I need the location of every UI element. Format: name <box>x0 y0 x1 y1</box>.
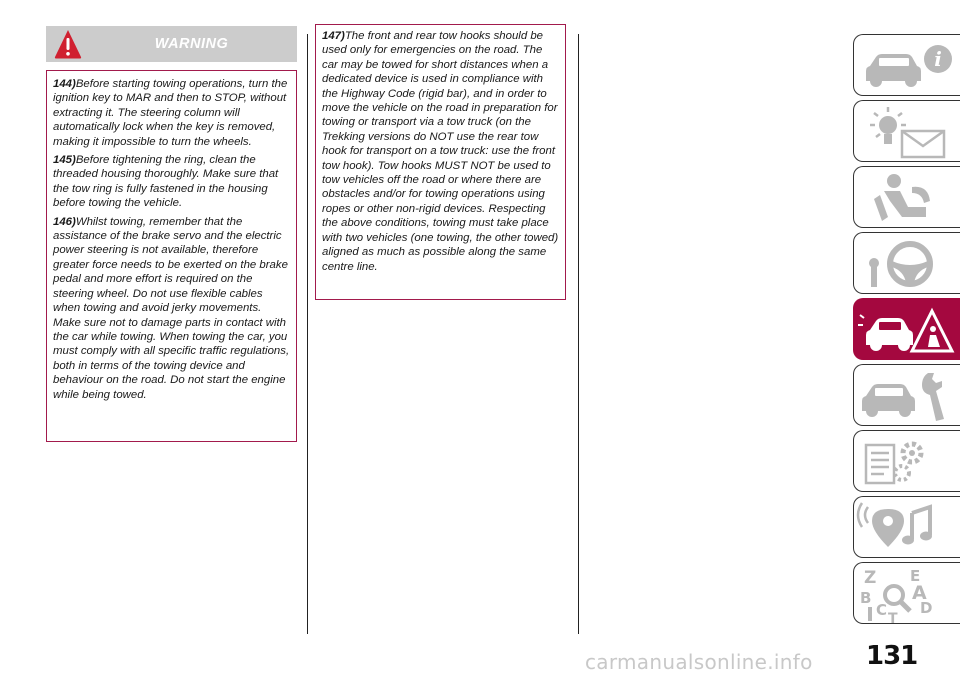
index-letter-b: B <box>860 589 872 607</box>
tab-servicing-and-care[interactable] <box>853 364 960 426</box>
tab-safety[interactable] <box>853 100 960 162</box>
seat-airbag-icon <box>854 167 960 229</box>
index-letter-e: E <box>910 567 921 585</box>
column-divider-left <box>307 34 308 634</box>
tab-in-an-emergency[interactable] <box>853 298 960 360</box>
lights-message-icon <box>854 101 960 163</box>
tab-starting[interactable] <box>853 166 960 228</box>
index-letter-c: C <box>876 601 888 619</box>
car-wrench-icon <box>854 365 960 427</box>
svg-text:i: i <box>934 47 942 71</box>
warning-box-continued <box>315 24 566 300</box>
warning-item-146: 146)Whilst towing, remember that the assistance of the brake servo and the electric power steering is not available, therefore greater force needs to be exerted on the brake pedal and more effort is required on the steering wheel. Do not use flexible cables when towing and avoid jerky movements. Make sure not to damage parts in contact with the car while towing. When towing the car, you must comply with all specific traffic regulations, both in terms of the towing device and behaviour on the road. Do not start the engine while being towed. <box>53 215 290 401</box>
page-number: 131 <box>866 641 918 671</box>
index-letter-t: T <box>888 611 898 625</box>
index-letter-z: Z <box>864 568 877 588</box>
chapter-tabs <box>853 0 960 640</box>
warning-triangle-icon <box>53 28 83 60</box>
alphabetical-index-icon <box>854 563 960 625</box>
car-info-icon <box>854 35 960 97</box>
watermark: carmanualsonline.info <box>585 650 813 674</box>
warning-title: WARNING <box>154 36 229 52</box>
tab-index[interactable] <box>853 562 960 624</box>
warning-item-145: 145)Before tightening the ring, clean the threaded housing thoroughly. Make sure that the tow ring is fully fastened in the housing before towing the vehicle. <box>53 154 279 210</box>
tab-multimedia[interactable] <box>853 496 960 558</box>
tab-controls[interactable] <box>853 232 960 294</box>
tab-knowing-your-car[interactable] <box>853 34 960 96</box>
column-divider-right <box>578 34 579 634</box>
warning-header <box>46 26 297 62</box>
key-steering-wheel-icon <box>854 233 960 295</box>
warning-item-144: 144)Before starting towing operations, turn the ignition key to MAR and then to STOP, without extracting it. The steering column will automatically lock when the key is removed, making it impossible to turn the wheels. <box>53 78 288 148</box>
checklist-gears-icon <box>854 431 960 493</box>
warning-item-147: 147)The front and rear tow hooks should be used only for emergencies on the road. The car may be towed for short distances when a dedicated device is used in compliance with the Highway Code (rigid bar), and in order to move the vehicle on the road in preparation for towing or transport via a tow truck (on the Trekking versions do NOT use the rear tow hook for transport on a tow truck: use the front tow hook). Tow hooks MUST NOT be used to tow vehicles off the road or where there are obstacles and/or for towing operations using ropes or other non-rigid devices. Respecting the above conditions, towing must take place with two vehicles (one towing, the other towed) aligned as much as possible along the same centre line. <box>322 30 559 273</box>
index-letter-a: A <box>912 582 927 604</box>
car-breakdown-warning-icon <box>854 299 960 361</box>
multimedia-music-icon <box>854 497 960 559</box>
index-letter-d: D <box>920 599 933 617</box>
tab-technical-specifications[interactable] <box>853 430 960 492</box>
warning-box <box>46 70 297 442</box>
